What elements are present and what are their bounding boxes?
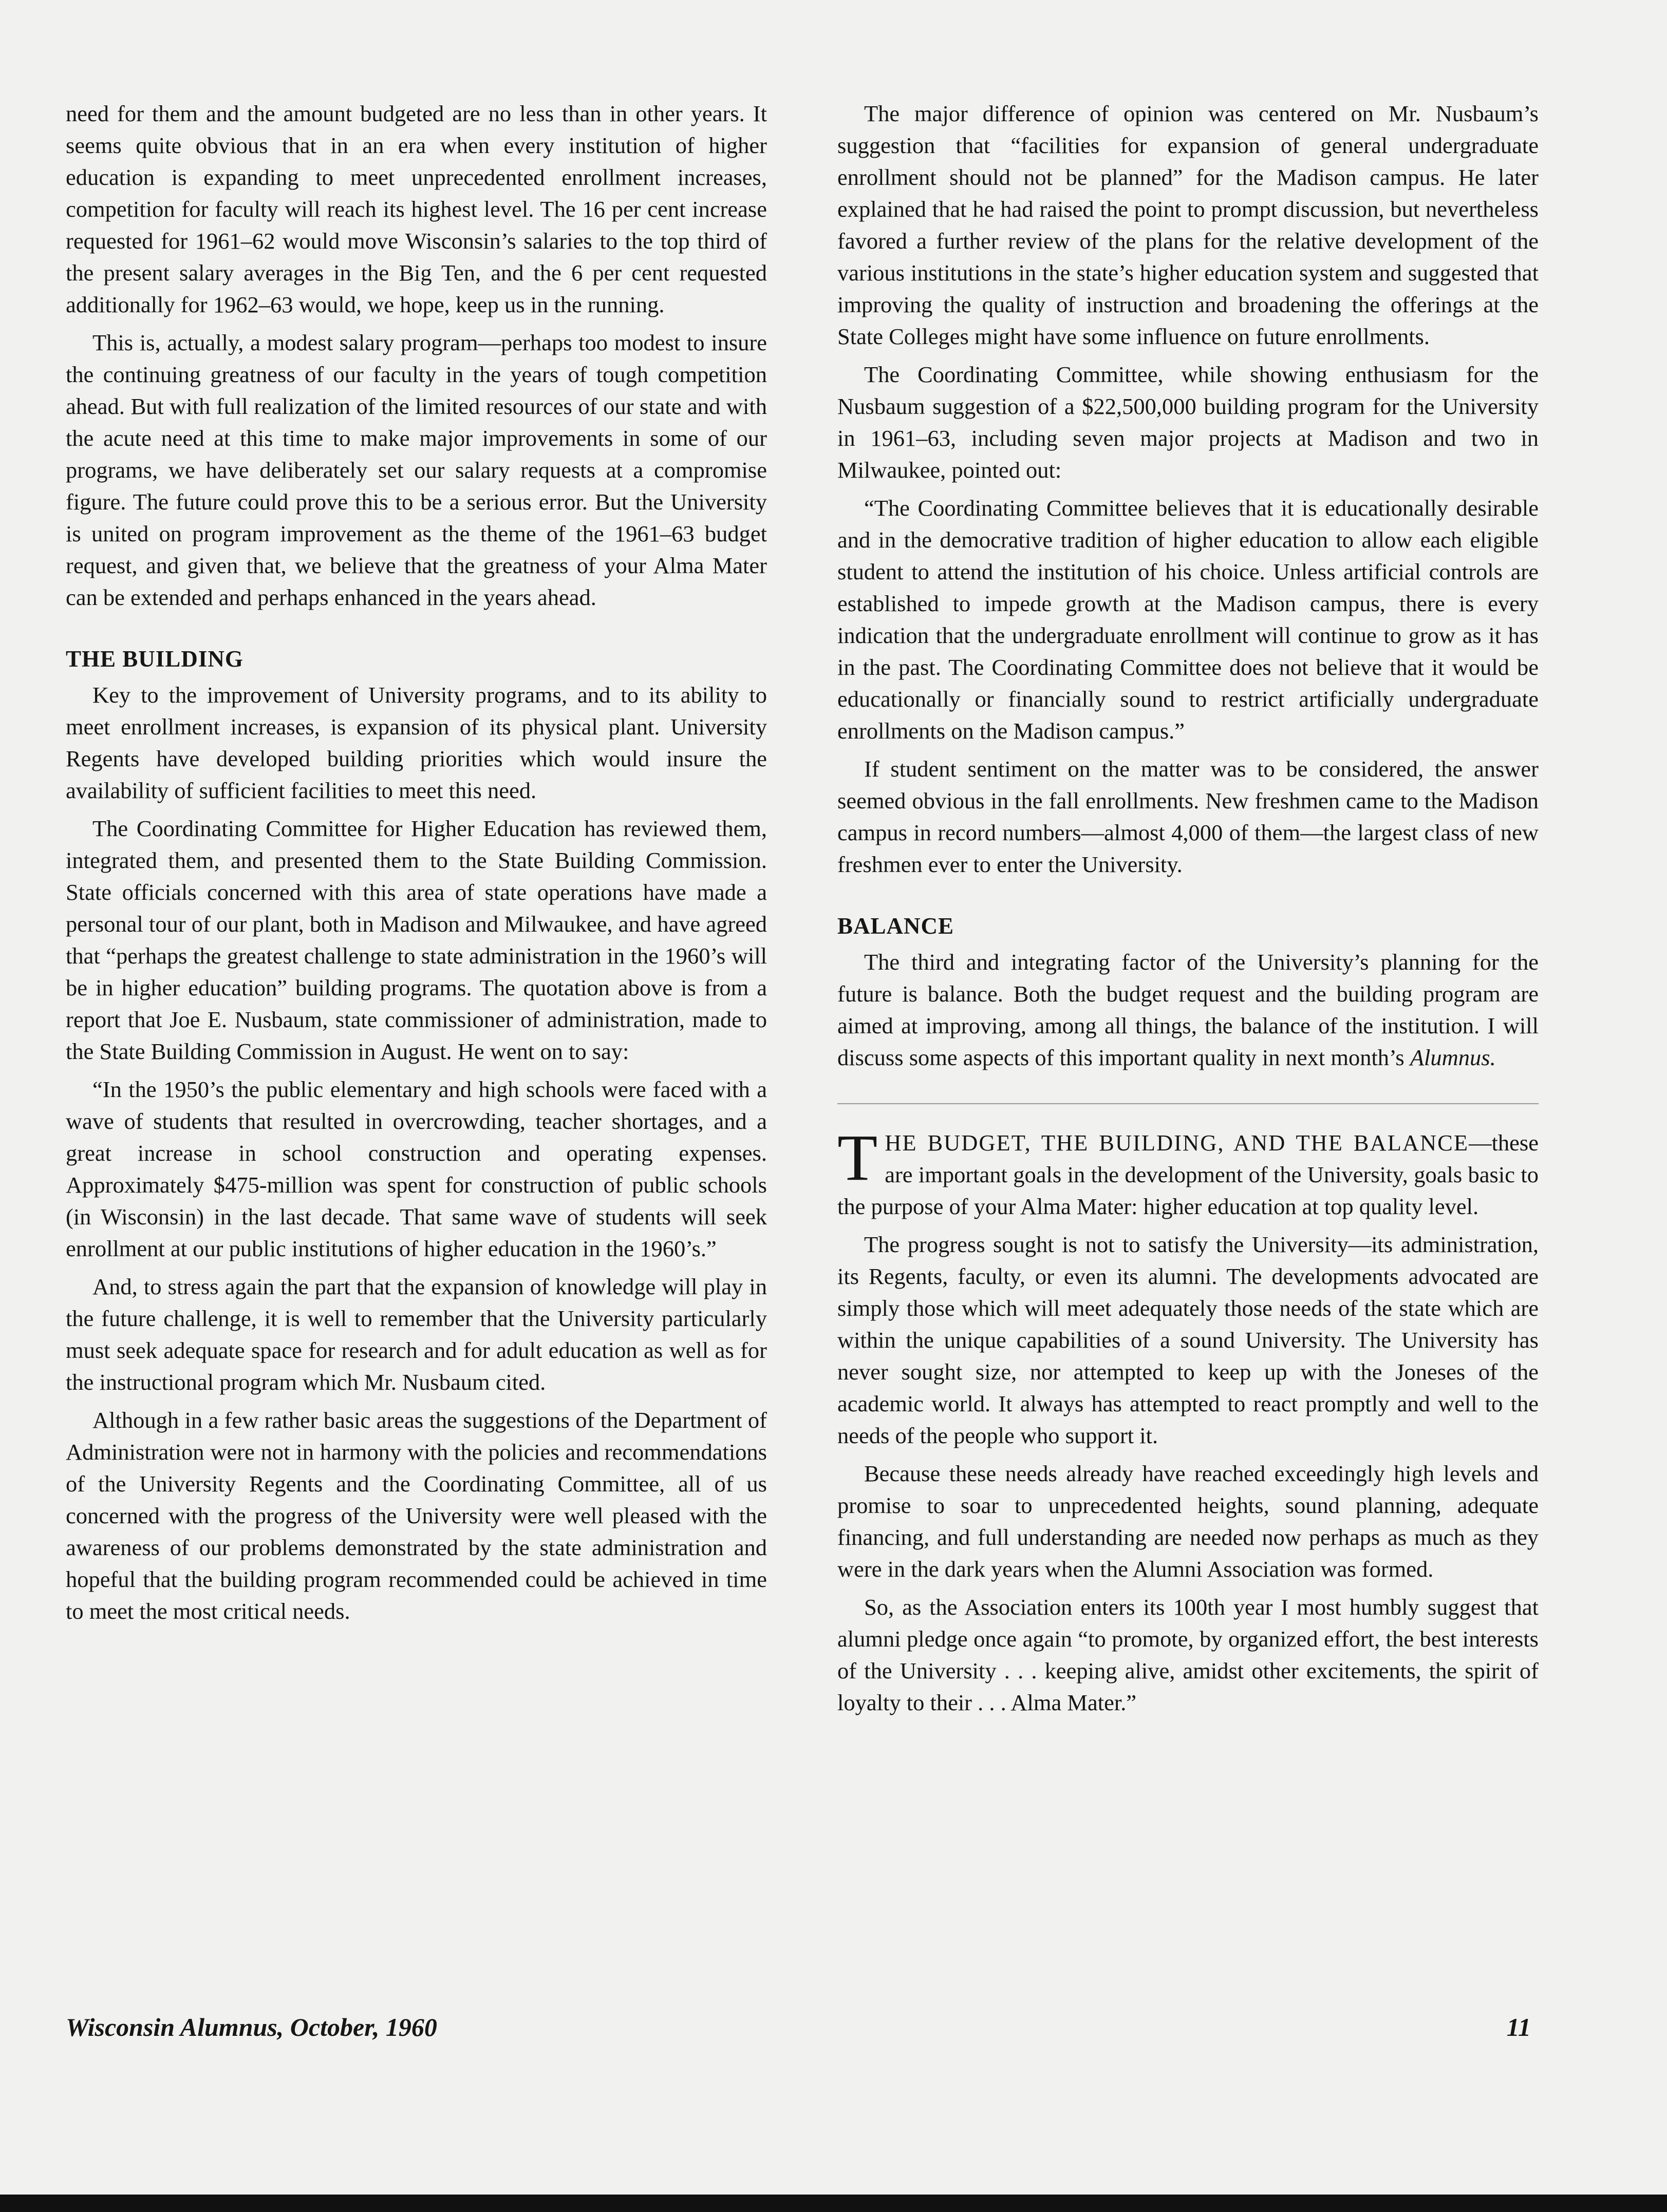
closing-paragraph xyxy=(837,1121,1539,1222)
section-heading-balance: BALANCE xyxy=(837,913,954,939)
alumnus-title: Alumnus. xyxy=(1410,1045,1496,1070)
body-paragraph: So, as the Association enters its 100th year I most humbly suggest that alumni pledge once again “to promote, by organized effort, the best interests of the University . . . keeping alive, amidst other excitements, the spirit of loyalty to their . . . Alma Mater.” xyxy=(837,1594,1539,1715)
page-number: 11 xyxy=(1506,2013,1531,2041)
body-paragraph: The Coordinating Committee, while showing enthusiasm for the Nusbaum suggestion of a $22,500,000 building program for the University in 1961–63, including seven major projects at Madison and two in Milwaukee, pointed out: xyxy=(837,362,1539,483)
block-quote: “In the 1950’s the public elementary and high schools were faced with a wave of students that resulted in overcrowding, teacher shortages, and a great increase in school construction and operating expenses. Approximately $475-million was spent for construction of public schools (in Wisconsin) in the last decade. That same wave of students will seek enrollment at our public institutions of higher education in the 1960’s.” xyxy=(66,1076,767,1261)
drop-cap: T xyxy=(837,1121,878,1194)
body-paragraph: This is, actually, a modest salary program—perhaps too modest to insure the continuing greatness of our faculty in the years of tough competition ahead. But with full realization of the limited resources of our state and with the acute need at this time to make major improvements in some of our programs, we have deliberately set our salary requests at a compromise figure. The future could prove this to be a serious error. But the University is united on program improvement as the theme of the 1961–63 budget request, and given that, we believe that the greatness of your Alma Mater can be extended and perhaps enhanced in the years ahead. xyxy=(66,330,767,610)
balance-text: The third and integrating factor of the University’s planning for the future is balance. Both the budget request and the building program are aimed at improving, among all things, the balance of the institution. I will discuss some aspects of this important quality in next month’s xyxy=(837,949,1539,1070)
body-paragraph: need for them and the amount budgeted are no less than in other years. It seems quite obvious that in an era when every institution of higher education is expanding to meet unprecedented enrollment increases, competition for faculty will reach its highest level. The 16 per cent increase requested for 1961–62 would move Wisconsin’s salaries to the top third of the present salary averages in the Big Ten, and the 6 per cent requested additionally for 1962–63 would, we hope, keep us in the running. xyxy=(66,101,767,317)
section-heading-building: THE BUILDING xyxy=(66,646,244,672)
body-paragraph xyxy=(837,946,1539,1073)
body-paragraph: The major difference of opinion was centered on Mr. Nusbaum’s suggestion that “facilities for expansion of general undergraduate enrollment should not be planned” for the Madison campus. He later explained that he had raised the point to prompt discussion, but nevertheless favored a further review of the plans for the relative development of the various institutions in the state’s higher education system and suggested that improving the quality of instruction and broadening the offerings at the State Colleges might have some influence on future enrollments. xyxy=(837,101,1539,349)
publication-footer: Wisconsin Alumnus, October, 1960 xyxy=(66,2013,437,2041)
body-paragraph: If student sentiment on the matter was to be considered, the answer seemed obvious in the fall enrollments. New freshmen came to the Madison campus in record numbers—almost 4,000 of them—the largest class of new freshmen ever to enter the University. xyxy=(837,756,1539,877)
scan-edge xyxy=(0,2195,1667,2212)
body-paragraph: And, to stress again the part that the expansion of knowledge will play in the future challenge, it is well to remember that the University particularly must seek adequate space for research and for adult education as well as for the instructional program which Mr. Nusbaum cited. xyxy=(66,1274,767,1395)
closing-first-rest: —these are important goals in the development of the University, goals basic to the purpose of your Alma Mater: higher education at top quality level. xyxy=(837,1130,1539,1219)
closing-lead: HE BUDGET, THE BUILDING, AND THE BALANCE xyxy=(885,1130,1469,1156)
body-paragraph: Although in a few rather basic areas the suggestions of the Department of Administration were not in harmony with the policies and recommendations of the University Regents and the Coordinating Committee, all of us concerned with the progress of the University were well pleased with the awareness of our problems demonstrated by the state administration and hopeful that the building program recommended could be achieved in time to meet the most critical needs. xyxy=(66,1407,767,1624)
right-column xyxy=(837,98,1539,1725)
left-column xyxy=(66,98,767,1633)
body-paragraph: The progress sought is not to satisfy the University—its administration, its Regents, faculty, or even its alumni. The developments advocated are simply those which will meet adequately those needs of the state which are within the unique capabilities of a sound University. The University has never sought size, nor attempted to keep up with the Joneses of the academic world. It always has attempted to react promptly and well to the needs of the people who support it. xyxy=(837,1232,1539,1448)
block-quote: “The Coordinating Committee believes that it is educationally desirable and in the democrative tradition of higher education to allow each eligible student to attend the institution of his choice. Unless artificial controls are established to impede growth at the Madison campus, there is every indication that the undergraduate enrollment will continue to grow as it has in the past. The Coordinating Committee does not believe that it would be educationally or financially sound to restrict artificially undergraduate enrollments on the Madison campus.” xyxy=(837,495,1539,744)
section-divider xyxy=(837,1103,1539,1104)
body-paragraph: Because these needs already have reached exceedingly high levels and promise to soar to unprecedented heights, sound planning, adequate financing, and full understanding are needed now perhaps as much as they were in the dark years when the Alumni Association was formed. xyxy=(837,1461,1539,1582)
body-paragraph: Key to the improvement of University programs, and to its ability to meet enrollment increases, is expansion of its physical plant. University Regents have developed building priorities which would insure the availability of sufficient facilities to meet this need. xyxy=(66,682,767,803)
body-paragraph: The Coordinating Committee for Higher Education has reviewed them, integrated them, and presented them to the State Building Commission. State officials concerned with this area of state operations have made a personal tour of our plant, both in Madison and Milwaukee, and have agreed that “perhaps the greatest challenge to state administration in the 1960’s will be in higher education” building programs. The quotation above is from a report that Joe E. Nusbaum, state commissioner of administration, made to the State Building Commission in August. He went on to say: xyxy=(66,816,767,1064)
